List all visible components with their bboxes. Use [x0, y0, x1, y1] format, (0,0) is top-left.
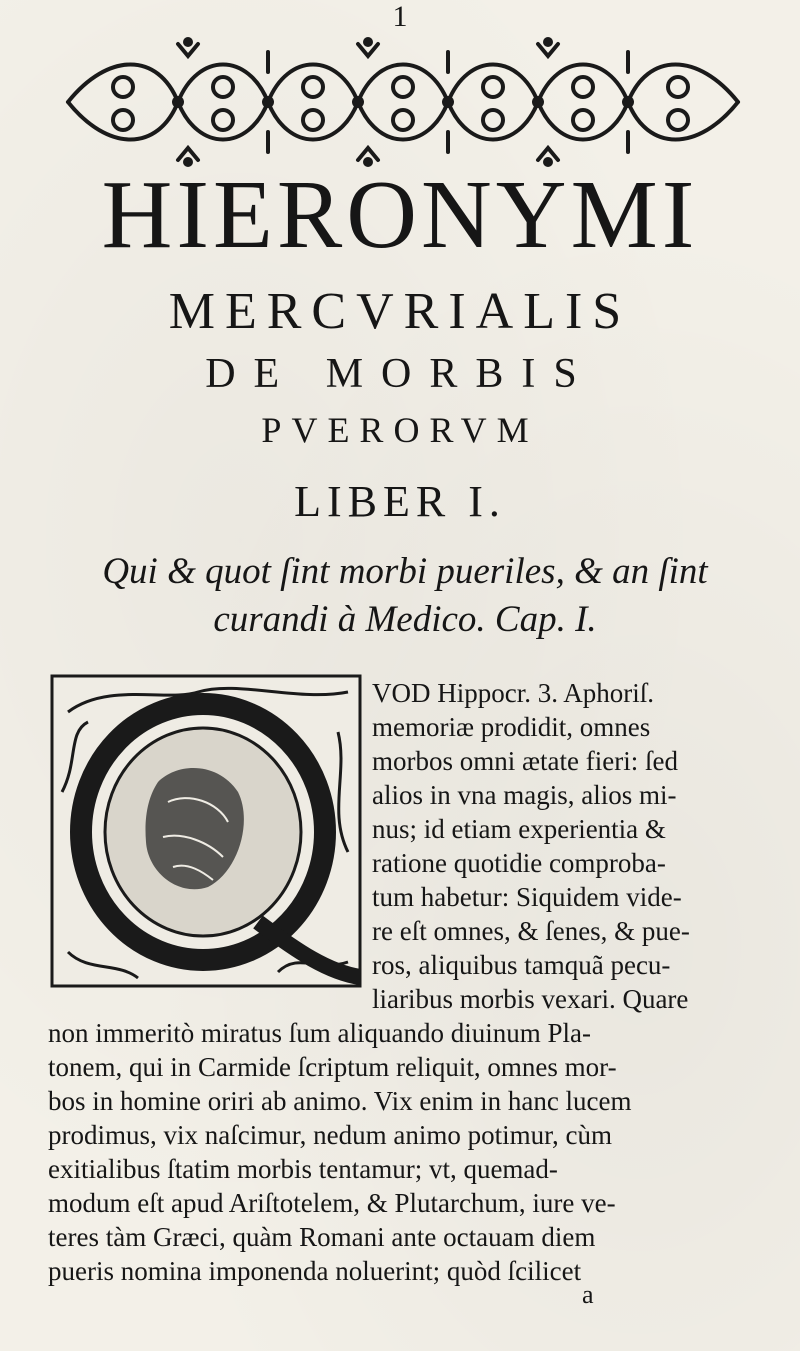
page-number: 1: [392, 0, 408, 33]
text-span: prodimus, vix naſcimur, nedum animo potimur, cùm: [48, 1120, 613, 1150]
text-span: re eſt omnes, & ſenes, & pue-: [372, 916, 690, 946]
text-line: [48, 1152, 766, 1186]
text-line: [48, 1220, 766, 1254]
text-span: tum habetur: Siquidem vide-: [372, 882, 682, 912]
chapter-heading-line-2: [40, 596, 770, 644]
text-line: [372, 982, 766, 1016]
book-number: LIBER I.: [294, 477, 506, 526]
decorated-initial: [48, 672, 364, 990]
text-span: curandi à Medico. Cap. I.: [213, 599, 597, 640]
catchword: a: [582, 1280, 594, 1309]
text-span: memoriæ prodidit, omnes: [372, 712, 651, 742]
text-span: MERCVRIALIS: [168, 283, 632, 340]
title-subject: DE MORBIS: [205, 351, 595, 397]
text-span: bos in homine oriri ab animo. Vix enim in hanc lucem: [48, 1086, 632, 1116]
text-line: [372, 812, 766, 846]
text-line: [372, 744, 766, 778]
text-line: [372, 914, 766, 948]
title-subject-2: PVERORVM: [261, 410, 539, 450]
title-author-last: [0, 282, 800, 342]
text-line: [48, 1186, 766, 1220]
text-span: nus; id etiam experientia &: [372, 814, 666, 844]
chapter-heading: [40, 548, 770, 644]
text-span: tonem, qui in Carmide ſcriptum reliquit, omnes mor-: [48, 1052, 617, 1082]
text-line: [372, 710, 766, 744]
text-span: non immeritò miratus ſum aliquando diuinum Pla-: [48, 1018, 591, 1048]
text-line: [48, 1084, 766, 1118]
text-line: [48, 1254, 766, 1288]
text-span: ros, aliquibus tamquã pecu-: [372, 950, 671, 980]
text-span: liaribus morbis vexari. Quare: [372, 984, 689, 1014]
text-span: ratione quotidie comproba-: [372, 848, 666, 878]
text-line: [48, 1016, 766, 1050]
text-span: VOD Hippocr. 3. Aphoriſ.: [372, 678, 654, 708]
text-span: morbos omni ætate fieri: ſed: [372, 746, 678, 776]
text-span: exitialibus ſtatim morbis tentamur; vt, quemad-: [48, 1154, 558, 1184]
text-span: alios in vna magis, alios mi-: [372, 780, 677, 810]
text-line: [48, 1050, 766, 1084]
text-span: HIERONYMI: [101, 161, 699, 269]
headpiece-ornament: [48, 32, 754, 170]
title-author-first: [0, 160, 800, 270]
text-line: [372, 778, 766, 812]
text-span: Qui & quot ſint morbi pueriles, & an ſint: [102, 551, 708, 592]
text-line: [372, 846, 766, 880]
chapter-heading-line-1: [40, 548, 770, 596]
text-span: modum eſt apud Ariſtotelem, & Plutarchum, iure ve-: [48, 1188, 616, 1218]
text-line: [48, 1118, 766, 1152]
text-line: [372, 676, 766, 710]
text-line: [372, 880, 766, 914]
text-span: teres tàm Græci, quàm Romani ante octauam diem: [48, 1222, 596, 1252]
text-span: pueris nomina imponenda noluerint; quòd ſcilicet: [48, 1256, 582, 1286]
text-line: [372, 948, 766, 982]
